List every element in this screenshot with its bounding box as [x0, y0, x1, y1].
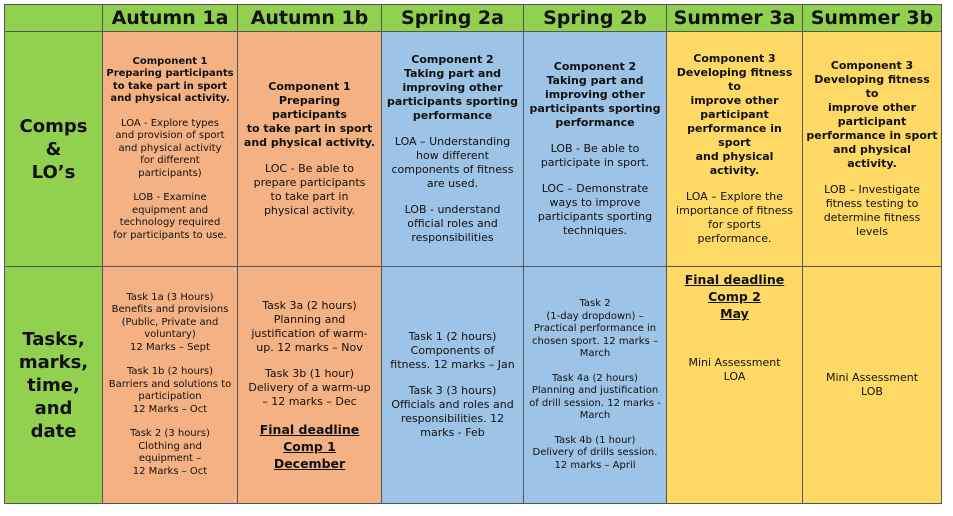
- title-line: Preparing participants: [106, 68, 234, 80]
- tasks-row: [5, 267, 942, 504]
- title-line: and physical: [695, 150, 774, 163]
- title-line: and physical: [833, 143, 911, 156]
- comps-cell-spring-2a: [382, 32, 524, 267]
- tasks-cell-summer-3b: [803, 267, 942, 504]
- comps-cell-spring-2b: [524, 32, 667, 267]
- title-line: Component 3: [693, 52, 776, 65]
- text-line: Delivery of drills session.: [532, 447, 658, 458]
- text-line: performance.: [697, 232, 772, 245]
- text-line: prepare participants: [253, 176, 366, 189]
- text-line: importance of fitness: [676, 204, 793, 217]
- title-line: Taking part and: [546, 74, 644, 87]
- comps-cell-summer-3b: [803, 32, 942, 267]
- tasks-cell-autumn-1b: [238, 267, 382, 504]
- title-line: improving other: [544, 88, 646, 101]
- learning-outcome: [385, 203, 520, 245]
- title-line: Taking part and: [403, 67, 502, 80]
- title-line: participants sporting: [387, 95, 518, 108]
- title-line: performance: [555, 116, 635, 129]
- text-line: levels: [856, 225, 888, 238]
- text-line: for different: [140, 155, 200, 167]
- text-line: Task 4b (1 hour): [554, 434, 636, 446]
- text-line: are used.: [426, 177, 479, 190]
- learning-outcome: [670, 190, 799, 246]
- header-summer-3a: Summer 3a: [667, 5, 803, 32]
- title-line: activity.: [709, 164, 760, 177]
- deadline-line: Comp 2: [708, 289, 761, 304]
- text-line: participants): [138, 167, 202, 179]
- title-line: improving other: [402, 81, 503, 94]
- text-line: official roles and: [407, 217, 498, 230]
- text-line: Clothing and: [138, 440, 202, 452]
- text-line: up. 12 marks – Nov: [256, 340, 363, 354]
- row-label-line: and: [34, 397, 73, 419]
- text-line: to take part in: [270, 190, 349, 203]
- text-line: Practical performance in: [533, 323, 657, 334]
- text-line: LOB – Investigate: [824, 183, 920, 196]
- comps-cell-summer-3a: [667, 32, 803, 267]
- task-block: [806, 371, 938, 399]
- text-line: chosen sport. 12 marks –: [532, 335, 658, 347]
- task-block: [527, 435, 663, 473]
- text-line: fitness testing to: [825, 197, 919, 210]
- title-line: Component 2: [411, 53, 494, 66]
- component-title: [385, 53, 520, 123]
- header-summer-3b: Summer 3b: [803, 5, 942, 32]
- text-line: physical activity.: [263, 204, 356, 217]
- text-line: Officials and roles and: [391, 398, 514, 411]
- text-line: 12 Marks – Oct: [132, 403, 208, 415]
- text-line: Task 3 (3 hours): [408, 384, 497, 397]
- text-line: justification of warm-: [251, 326, 368, 340]
- comps-cell-autumn-1a: [103, 32, 238, 267]
- component-title: [670, 52, 799, 178]
- text-line: Task 1b (2 hours): [126, 366, 214, 378]
- text-line: Task 3b (1 hour): [265, 366, 354, 380]
- task-block: [527, 298, 663, 361]
- text-line: determine fitness: [823, 211, 921, 224]
- tasks-cell-spring-2b: [524, 267, 667, 504]
- comps-cell-autumn-1b: [238, 32, 382, 267]
- title-line: Developing fitness to: [814, 73, 930, 100]
- tasks-cell-spring-2a: [382, 267, 524, 504]
- text-line: Task 1 (2 hours): [408, 330, 497, 343]
- final-deadline: [241, 421, 378, 472]
- corner-cell: [5, 5, 103, 32]
- learning-outcome: [106, 192, 234, 242]
- header-spring-2b: Spring 2b: [524, 5, 667, 32]
- text-line: Mini Assessment: [688, 356, 781, 369]
- row-label-line: Tasks,: [22, 328, 85, 350]
- text-line: how different: [416, 149, 489, 162]
- text-line: responsibilities. 12: [400, 412, 505, 425]
- text-line: for sports: [708, 218, 761, 231]
- learning-outcome: [106, 118, 234, 181]
- header-row: [5, 5, 942, 32]
- deadline-line: Final deadline: [684, 272, 785, 287]
- header-autumn-1b: Autumn 1b: [238, 5, 382, 32]
- comps-row: [5, 32, 942, 267]
- task-block: [106, 366, 234, 416]
- learning-outcome: [806, 183, 938, 239]
- text-line: and provision of sport: [115, 130, 225, 142]
- learning-outcome: [241, 162, 378, 218]
- text-line: LOC – Demonstrate: [541, 182, 649, 195]
- header-autumn-1a: Autumn 1a: [103, 5, 238, 32]
- text-line: (Public, Private and: [121, 316, 219, 328]
- deadline-line: May: [720, 306, 749, 321]
- text-line: March: [579, 348, 611, 359]
- title-line: and physical activity.: [243, 136, 376, 149]
- component-title: [527, 60, 663, 130]
- text-line: ways to improve: [549, 196, 641, 209]
- title-line: participants sporting: [529, 102, 661, 115]
- text-line: and physical activity: [118, 142, 222, 154]
- learning-outcome: [527, 142, 663, 170]
- title-line: Preparing participants: [272, 94, 347, 121]
- course-plan-table: [4, 4, 942, 504]
- text-line: 12 marks – April: [554, 459, 636, 471]
- title-line: to take part in sport: [112, 80, 228, 92]
- title-line: Component 1: [268, 80, 351, 93]
- text-line: Task 3a (2 hours): [262, 298, 357, 312]
- text-line: Planning and justification: [531, 385, 659, 396]
- task-block: [106, 428, 234, 478]
- text-line: equipment –: [138, 453, 202, 465]
- header-spring-2a: Spring 2a: [382, 5, 524, 32]
- text-line: – 12 marks – Dec: [262, 394, 357, 408]
- text-line: participants sporting: [537, 210, 653, 223]
- title-line: Component 1: [132, 55, 208, 67]
- text-line: Components of: [410, 344, 495, 357]
- text-line: equipment and: [131, 204, 209, 216]
- text-line: Mini Assessment: [825, 371, 919, 384]
- text-line: of drill session. 12 marks -: [529, 397, 661, 409]
- title-line: participant: [700, 108, 769, 121]
- row-label-tasks: [5, 267, 103, 504]
- text-line: participate in sport.: [540, 156, 650, 169]
- task-block: [241, 367, 378, 409]
- text-line: technology required: [119, 217, 221, 229]
- text-line: Planning and: [273, 312, 346, 326]
- row-label-line: &: [45, 138, 62, 160]
- text-line: LOA: [723, 370, 746, 383]
- task-block: [385, 384, 520, 440]
- title-line: to take part in sport: [246, 122, 373, 135]
- text-line: Task 2 (3 hours): [130, 428, 210, 440]
- text-line: LOB - Examine: [133, 192, 207, 204]
- title-line: activity.: [847, 157, 897, 170]
- task-block: [385, 330, 520, 372]
- title-line: improve other: [690, 94, 779, 107]
- row-label-line: time,: [27, 374, 80, 396]
- text-line: LOA - Explore types: [121, 117, 219, 129]
- deadline-line: December: [273, 455, 346, 471]
- text-line: LOB - understand: [404, 203, 501, 216]
- task-block: [106, 292, 234, 355]
- text-line: for participants to use.: [113, 229, 227, 241]
- task-block: [527, 373, 663, 423]
- row-label-line: date: [30, 420, 77, 442]
- title-line: and physical activity.: [110, 93, 230, 105]
- text-line: LOB: [861, 385, 883, 398]
- text-line: LOC - Be able to: [265, 162, 354, 175]
- title-line: performance in sport: [806, 129, 938, 142]
- text-line: responsibilities: [411, 231, 494, 244]
- text-line: Barriers and solutions to: [108, 378, 232, 390]
- text-line: (1-day dropdown) –: [546, 310, 644, 322]
- text-line: LOB - Be able to: [550, 142, 640, 155]
- title-line: Component 2: [553, 60, 637, 73]
- text-line: voluntary): [144, 329, 196, 341]
- learning-outcome: [527, 182, 663, 238]
- text-line: components of fitness: [391, 163, 514, 176]
- title-line: Component 3: [830, 59, 914, 72]
- text-line: marks - Feb: [420, 426, 485, 439]
- task-block: [241, 299, 378, 355]
- final-deadline: [670, 271, 799, 322]
- row-label-line: Comps: [19, 115, 88, 137]
- component-title: [241, 80, 378, 150]
- text-line: Benefits and provisions: [111, 304, 229, 316]
- row-label-line: LO’s: [31, 161, 76, 183]
- title-line: participant: [837, 115, 907, 128]
- task-block: [670, 356, 799, 384]
- row-label-line: marks,: [18, 351, 89, 373]
- text-line: Task 4a (2 hours): [552, 372, 638, 384]
- title-line: Developing fitness to: [676, 66, 793, 93]
- text-line: 12 Marks – Sept: [130, 341, 210, 353]
- tasks-cell-autumn-1a: [103, 267, 238, 504]
- text-line: March: [579, 410, 611, 421]
- text-line: techniques.: [562, 224, 628, 237]
- text-line: LOA – Explore the: [685, 190, 784, 203]
- text-line: participation: [138, 391, 202, 403]
- tasks-cell-summer-3a: [667, 267, 803, 504]
- text-line: 12 Marks – Oct: [132, 465, 208, 477]
- text-line: Task 2: [579, 298, 611, 309]
- learning-outcome: [385, 135, 520, 191]
- text-line: fitness. 12 marks – Jan: [390, 358, 515, 371]
- text-line: Task 1a (3 Hours): [126, 291, 214, 303]
- title-line: performance in sport: [687, 122, 782, 149]
- title-line: performance: [412, 109, 493, 122]
- text-line: Delivery of a warm-up: [248, 380, 371, 394]
- component-title: [806, 59, 938, 171]
- deadline-line: Final deadline: [259, 421, 360, 437]
- title-line: improve other: [827, 101, 917, 114]
- text-line: LOA – Understanding: [394, 135, 511, 148]
- component-title: [106, 56, 234, 106]
- deadline-line: Comp 1: [283, 438, 336, 454]
- row-label-comps: [5, 32, 103, 267]
